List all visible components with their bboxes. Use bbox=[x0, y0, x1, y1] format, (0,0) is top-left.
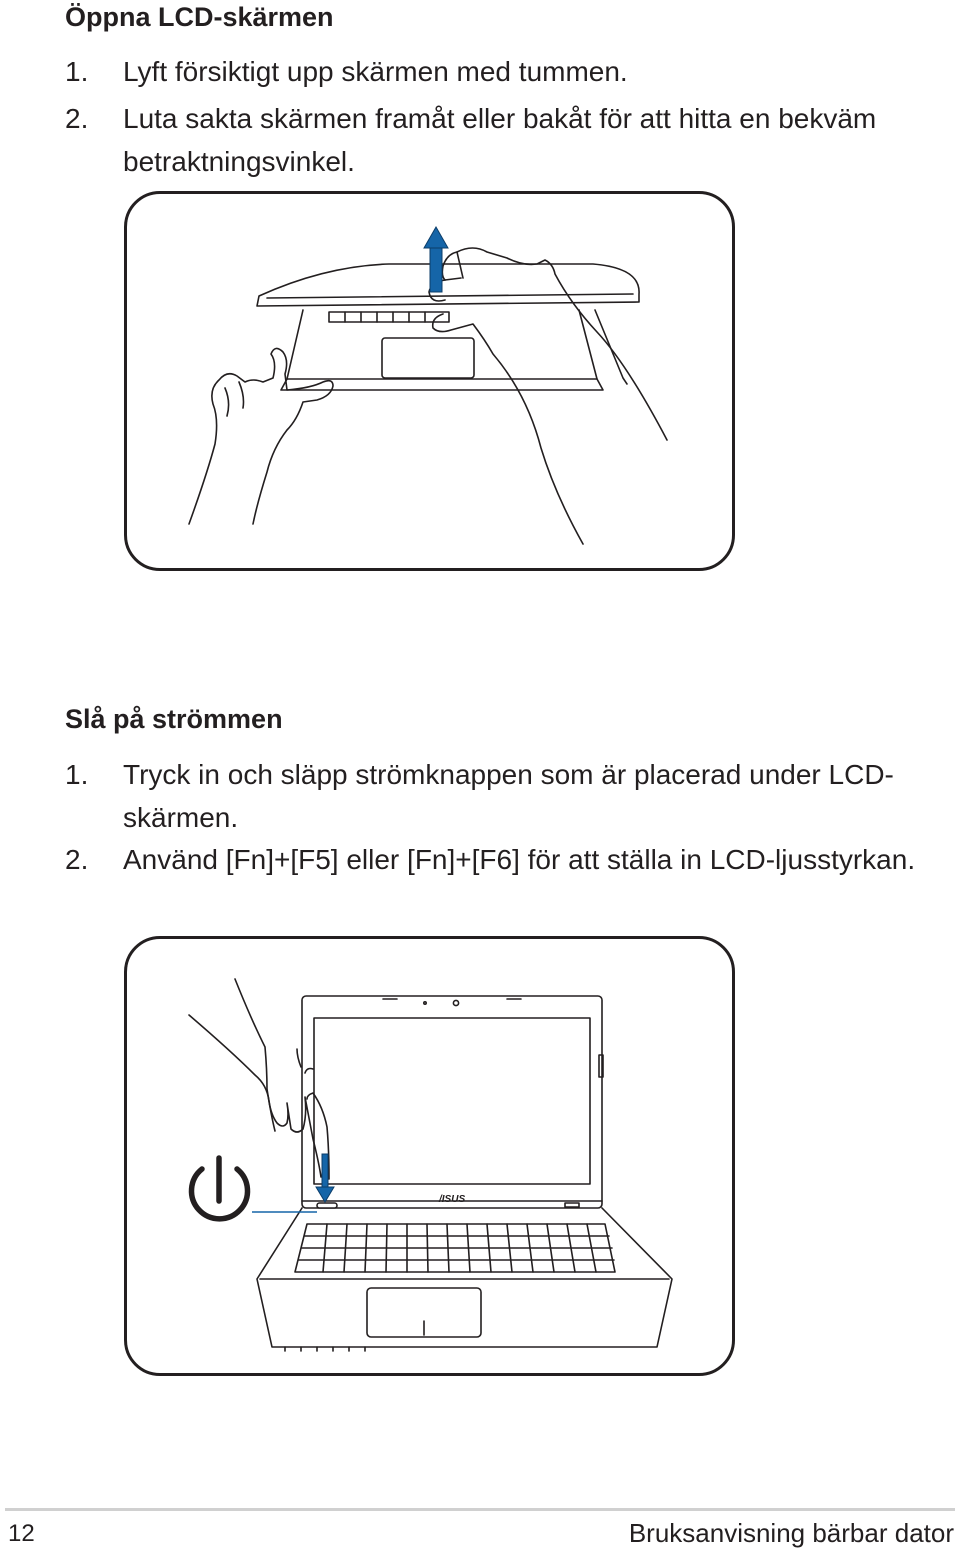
step-power-2 bbox=[65, 838, 945, 881]
step-text: Använd [Fn]+[F5] eller [Fn]+[F6] för att ställa in LCD-ljusstyrkan. bbox=[123, 844, 916, 875]
laptop-screen bbox=[314, 1018, 590, 1184]
illustration-power-button bbox=[124, 936, 735, 1376]
step-number: 2. bbox=[65, 844, 89, 875]
laptop-display bbox=[302, 996, 602, 1208]
step-number: 1. bbox=[65, 56, 89, 87]
power-button-drawing bbox=[127, 939, 732, 1373]
lift-arrow-icon bbox=[424, 227, 448, 292]
keyboard bbox=[295, 1224, 615, 1272]
section-heading-power-on: Slå på strömmen bbox=[65, 704, 283, 734]
step-text: Tryck in och släpp strömknappen som är placerad under LCD-skärmen. bbox=[123, 759, 894, 833]
laptop-base bbox=[287, 310, 597, 379]
step-text: Luta sakta skärmen framåt eller bakåt för att hitta en bekväm betraktningsvinkel. bbox=[123, 103, 877, 177]
power-icon bbox=[192, 1158, 248, 1219]
right-hand bbox=[429, 248, 667, 544]
step-text: Lyft försiktigt upp skärmen med tummen. bbox=[123, 56, 628, 87]
page-number: 12 bbox=[8, 1520, 35, 1547]
step-number: 2. bbox=[65, 103, 89, 134]
illustration-open-lid bbox=[124, 191, 735, 571]
step-open-2 bbox=[65, 97, 945, 183]
step-power-1 bbox=[65, 753, 945, 839]
laptop-base bbox=[257, 1208, 672, 1347]
step-open-1 bbox=[65, 50, 945, 93]
footer-divider bbox=[5, 1508, 955, 1511]
section-heading-open-lcd: Öppna LCD-skärmen bbox=[65, 2, 334, 32]
brand-logo: /ISUS bbox=[439, 1194, 466, 1205]
keyboard-row bbox=[329, 312, 449, 322]
power-button bbox=[317, 1203, 337, 1208]
step-number: 1. bbox=[65, 759, 89, 790]
left-hand bbox=[189, 348, 333, 524]
touchpad bbox=[382, 338, 474, 378]
open-lid-drawing bbox=[127, 194, 732, 568]
footer-title: Bruksanvisning bärbar dator bbox=[628, 1518, 954, 1548]
laptop-lid bbox=[257, 264, 639, 306]
